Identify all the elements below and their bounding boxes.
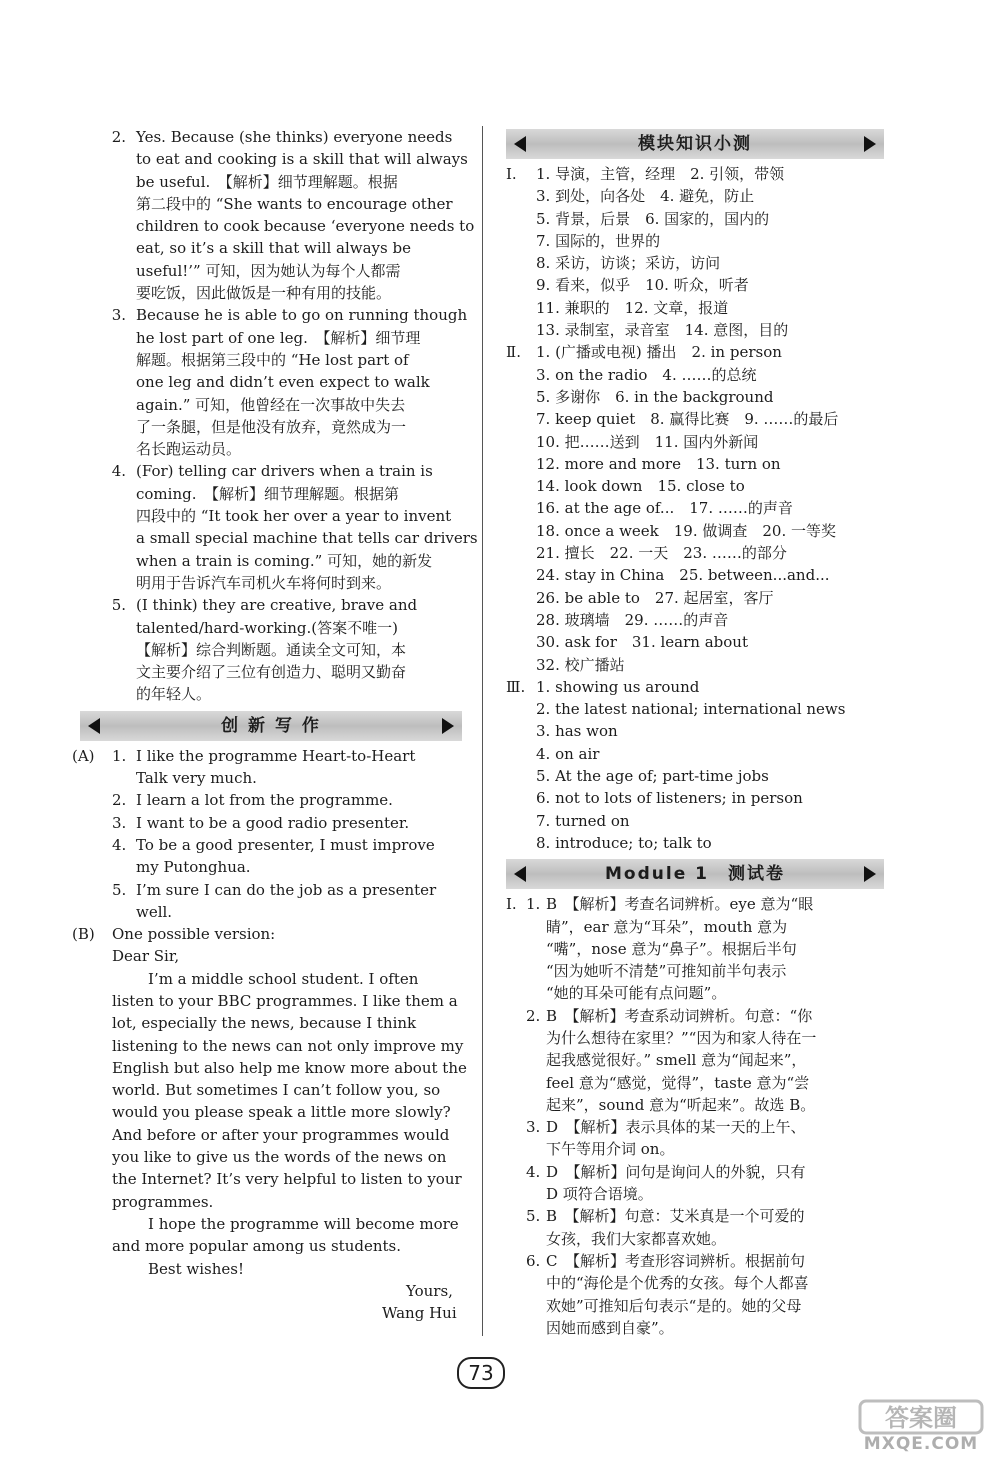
writing-a-text bbox=[136, 789, 393, 811]
writing-a-number: 4. bbox=[112, 835, 127, 854]
letter-line: lot, especially the news, because I think bbox=[112, 1014, 417, 1033]
vocab-section-line: 9. 看来，似乎 10. 听众，听者 bbox=[536, 276, 749, 295]
vocab-section-line: 8. 采访，访谈；采访，访问 bbox=[536, 254, 721, 273]
test-text bbox=[546, 1005, 816, 1116]
answer-text bbox=[136, 126, 474, 304]
writing-a-item bbox=[80, 812, 462, 834]
column-divider bbox=[482, 126, 483, 1336]
test-number: 3. bbox=[526, 1118, 541, 1137]
phrase-section-line: 21. 擅长 22. 一天 23. ……的部分 bbox=[536, 544, 787, 563]
test-item bbox=[506, 1116, 884, 1161]
answer-text bbox=[136, 304, 467, 460]
phrase-section-row bbox=[506, 364, 884, 386]
writing-a-text bbox=[136, 879, 436, 924]
sentence-section-label: Ⅲ. bbox=[506, 677, 526, 696]
answer-number: 3. bbox=[111, 306, 126, 325]
phrase-section-row bbox=[506, 431, 884, 453]
phrase-section-label bbox=[506, 631, 536, 653]
letter-line: listen to your BBC programmes. I like them a bbox=[112, 991, 458, 1010]
test-line: 中的“海伦是个优秀的女孩。每个人都喜 bbox=[546, 1274, 809, 1293]
phrase-section-line: 30. ask for 31. learn about bbox=[536, 633, 748, 652]
phrase-section-row bbox=[506, 475, 884, 497]
left-column bbox=[72, 126, 478, 1324]
answer-line: when a train is coming.” 可知，她的新发 bbox=[136, 551, 433, 570]
arrow-right-icon bbox=[864, 866, 876, 882]
writing-a-text bbox=[136, 834, 435, 879]
vocab-section-label bbox=[506, 208, 536, 230]
writing-a-line: I like the programme Heart-to-Heart bbox=[136, 746, 416, 765]
writing-a-line: I learn a lot from the programme. bbox=[136, 791, 393, 810]
sentence-section-row bbox=[506, 676, 884, 698]
writing-a-text bbox=[136, 745, 415, 790]
letter-line: Best wishes! bbox=[148, 1259, 244, 1278]
letter-line: English but also help me know more about the bbox=[112, 1058, 467, 1077]
test-line: “她的耳朵可能有点问题”。 bbox=[546, 984, 727, 1003]
section-banner-test bbox=[506, 859, 884, 889]
writing-a-number: 2. bbox=[112, 791, 127, 810]
banner-title: 模块知识小测 bbox=[638, 133, 752, 154]
vocab-section-label bbox=[506, 297, 536, 319]
phrase-section-line: 12. more and more 13. turn on bbox=[536, 454, 781, 473]
sentence-section-label bbox=[506, 832, 536, 854]
writing-a-number: 5. bbox=[112, 880, 127, 899]
writing-a-label: (A) bbox=[72, 746, 95, 765]
answer-item bbox=[80, 304, 468, 460]
sentence-section-line: 8. introduce; to; talk to bbox=[536, 833, 712, 852]
answer-text bbox=[136, 594, 417, 705]
answer-number: 4. bbox=[111, 462, 126, 481]
vocab-section-line: 13. 录制室，录音室 14. 意图，目的 bbox=[536, 321, 789, 340]
phrase-section-line: 24. stay in China 25. between...and... bbox=[536, 566, 830, 585]
page-number: 73 bbox=[457, 1357, 505, 1389]
writing-a-label bbox=[72, 812, 112, 834]
answer-number: 5. bbox=[111, 596, 126, 615]
answer-line: to eat and cooking is a skill that will always bbox=[136, 150, 468, 169]
answer-line: 文主要介绍了三位有创造力、聪明又勤奋 bbox=[136, 663, 407, 682]
vocab-section-label bbox=[506, 185, 536, 207]
phrase-section-line: 10. 把……送到 11. 国内外新闻 bbox=[536, 432, 759, 451]
sentence-section-row bbox=[506, 720, 884, 742]
letter-line: would you please speak a little more slowly? bbox=[112, 1103, 451, 1122]
test-item bbox=[506, 1250, 884, 1339]
test-label bbox=[506, 1116, 526, 1161]
phrase-section-label bbox=[506, 497, 536, 519]
test-line: 女孩，我们大家都喜欢她。 bbox=[546, 1229, 727, 1248]
writing-a-line: Talk very much. bbox=[136, 769, 257, 788]
vocab-section-label: Ⅰ. bbox=[506, 165, 517, 183]
writing-b-intro: One possible version: bbox=[112, 925, 276, 944]
phrase-section-line: 3. on the radio 4. ……的总统 bbox=[536, 365, 757, 384]
answer-line: 解题。根据第三段中的 “He lost part of bbox=[136, 350, 409, 369]
sentence-section-row bbox=[506, 765, 884, 787]
letter-line: I’m a middle school student. I often bbox=[148, 969, 419, 988]
writing-a-line: well. bbox=[136, 902, 173, 921]
answer-line: be useful. 【解析】细节理解题。根据 bbox=[136, 172, 398, 191]
watermark-url: MXQE.COM bbox=[863, 1434, 979, 1454]
sentence-section-line: 4. on air bbox=[536, 744, 600, 763]
vocab-section-line: 11. 兼职的 12. 文章，报道 bbox=[536, 298, 729, 317]
letter-closing: Yours, bbox=[406, 1281, 453, 1300]
vocab-section-row bbox=[506, 208, 884, 230]
answer-line: 名长跑运动员。 bbox=[136, 440, 242, 459]
answer-line: coming. 【解析】细节理解题。根据第 bbox=[136, 484, 399, 503]
test-label bbox=[506, 1005, 526, 1116]
answer-line: 第二段中的 “She wants to encourage other bbox=[136, 194, 453, 213]
watermark-logo-text: 答案圈 bbox=[885, 1404, 957, 1432]
phrase-section-label bbox=[506, 386, 536, 408]
sentence-section-line: 3. has won bbox=[536, 722, 618, 741]
phrase-section-row bbox=[506, 564, 884, 586]
vocab-section-line: 1. 导演，主管，经理 2. 引领，带领 bbox=[536, 165, 785, 183]
answer-line: he lost part of one leg. 【解析】细节理 bbox=[136, 328, 421, 347]
test-line: 为什么想待在家里？”“因为和家人待在一 bbox=[546, 1028, 817, 1047]
sentence-section-label bbox=[506, 810, 536, 832]
letter-line: and more popular among us students. bbox=[112, 1237, 401, 1256]
test-label bbox=[506, 1205, 526, 1250]
writing-a-label bbox=[72, 834, 112, 879]
phrase-section-line: 18. once a week 19. 做调查 20. 一等奖 bbox=[536, 521, 837, 540]
answer-line: 【解析】综合判断题。通读全文可知，本 bbox=[136, 640, 407, 659]
answer-line: 的年轻人。 bbox=[136, 685, 212, 704]
writing-a-text bbox=[136, 812, 409, 834]
sentence-section-line: 6. not to lots of listeners; in person bbox=[536, 789, 803, 808]
test-line: 睛”，ear 意为“耳朵”，mouth 意为 bbox=[546, 917, 788, 936]
phrase-section-label bbox=[506, 408, 536, 430]
phrase-section-label bbox=[506, 542, 536, 564]
phrase-section-line: 28. 玻璃墙 29. ……的声音 bbox=[536, 610, 729, 629]
answer-line: eat, so it’s a skill that will always be bbox=[136, 239, 411, 258]
arrow-right-icon bbox=[864, 136, 876, 152]
phrase-section-line: 14. look down 15. close to bbox=[536, 477, 745, 496]
vocab-section-label bbox=[506, 230, 536, 252]
phrase-section-row bbox=[506, 609, 884, 631]
answer-line: a small special machine that tells car drivers bbox=[136, 529, 478, 548]
test-line: 欢她”可推知后句表示“是的。她的父母 bbox=[546, 1296, 802, 1315]
letter-line: listening to the news can not only improve my bbox=[112, 1036, 464, 1055]
answer-text bbox=[136, 460, 478, 594]
sentence-section-row bbox=[506, 698, 884, 720]
test-line: 因她而感到自豪”。 bbox=[546, 1318, 674, 1337]
phrase-section-row bbox=[506, 587, 884, 609]
sentence-section-line: 5. At the age of; part-time jobs bbox=[536, 767, 769, 786]
vocab-section-row bbox=[506, 319, 884, 341]
test-line: “因为她听不清楚”可推知前半句表示 bbox=[546, 962, 787, 981]
phrase-section-label bbox=[506, 364, 536, 386]
answer-line: 四段中的 “It took her over a year to invent bbox=[136, 507, 452, 526]
answer-item bbox=[80, 594, 462, 705]
answer-line: Because he is able to go on running though bbox=[136, 306, 468, 325]
letter-line: you like to give us the words of the news on bbox=[112, 1148, 447, 1167]
answer-line: useful!’” 可知，因为她认为每个人都需 bbox=[136, 261, 401, 280]
phrase-section-label bbox=[506, 587, 536, 609]
test-line: D 项符合语境。 bbox=[546, 1185, 653, 1204]
answer-line: Yes. Because (she thinks) everyone needs bbox=[136, 128, 453, 146]
test-text bbox=[546, 893, 813, 1004]
phrase-section-line: 32. 校广播站 bbox=[536, 655, 625, 674]
test-line: C 【解析】考查形容词辨析。根据前句 bbox=[546, 1251, 805, 1270]
test-number: 6. bbox=[526, 1251, 541, 1270]
writing-b-label: (B) bbox=[72, 925, 95, 944]
phrase-section-row bbox=[506, 654, 884, 676]
phrase-section-line: 16. at the age of... 17. ……的声音 bbox=[536, 499, 793, 518]
test-number: 2. bbox=[526, 1006, 541, 1025]
test-line: B 【解析】考查名词辨析。eye 意为“眼 bbox=[546, 895, 814, 914]
phrase-section-row bbox=[506, 386, 884, 408]
sentence-section-line: 2. the latest national; international news bbox=[536, 700, 846, 719]
answer-item bbox=[80, 126, 475, 304]
phrase-section-line: 26. be able to 27. 起居室，客厅 bbox=[536, 588, 774, 607]
vocab-section-row bbox=[506, 297, 884, 319]
writing-a-number: 1. bbox=[112, 746, 127, 765]
writing-a-line: To be a good presenter, I must improve bbox=[136, 835, 435, 854]
test-item bbox=[506, 1005, 884, 1116]
phrase-section-label: Ⅱ. bbox=[506, 343, 521, 362]
phrase-section-line: 1. (广播或电视) 播出 2. in person bbox=[536, 343, 782, 362]
test-text bbox=[546, 1116, 806, 1161]
vocab-section-label bbox=[506, 319, 536, 341]
letter-line: And before or after your programmes would bbox=[112, 1125, 450, 1144]
letter-signature: Wang Hui bbox=[382, 1304, 457, 1323]
writing-a-label bbox=[72, 789, 112, 811]
vocab-section-line: 3. 到处，向各处 4. 避免，防止 bbox=[536, 187, 755, 206]
arrow-left-icon bbox=[88, 718, 100, 734]
test-line: D 【解析】问句是询问人的外貌，只有 bbox=[546, 1162, 806, 1181]
phrase-section-row bbox=[506, 341, 884, 363]
phrase-section-label bbox=[506, 475, 536, 497]
writing-a-number: 3. bbox=[112, 813, 127, 832]
test-line: “嘴”，nose 意为“鼻子”。根据后半句 bbox=[546, 939, 797, 958]
answer-line: (I think) they are creative, brave and bbox=[136, 596, 418, 615]
sentence-section-label bbox=[506, 765, 536, 787]
test-label: Ⅰ. bbox=[506, 895, 517, 914]
vocab-section-line: 5. 背景，后景 6. 国家的，国内的 bbox=[536, 209, 770, 228]
answer-line: one leg and didn’t even expect to walk bbox=[136, 373, 430, 392]
phrase-section-line: 5. 多谢你 6. in the background bbox=[536, 387, 774, 406]
test-line: feel 意为“感觉，觉得”，taste 意为“尝 bbox=[546, 1073, 810, 1092]
vocab-section-row bbox=[506, 230, 884, 252]
vocab-section-row bbox=[506, 274, 884, 296]
answer-line: 了一条腿，但是他没有放弃，竟然成为一 bbox=[136, 417, 407, 436]
vocab-section-label bbox=[506, 252, 536, 274]
arrow-left-icon bbox=[514, 866, 526, 882]
phrase-section-row bbox=[506, 497, 884, 519]
sentence-section-row bbox=[506, 787, 884, 809]
answer-number: 2. bbox=[111, 128, 126, 146]
sentence-section-label bbox=[506, 698, 536, 720]
test-line: 起我感觉很好。” smell 意为“闻起来”， bbox=[546, 1051, 807, 1070]
writing-a-line: I’m sure I can do the job as a presenter bbox=[136, 880, 437, 899]
phrase-section-row bbox=[506, 453, 884, 475]
phrase-section-label bbox=[506, 654, 536, 676]
phrase-section-label bbox=[506, 609, 536, 631]
section-banner-writing bbox=[80, 711, 462, 741]
writing-a-item bbox=[80, 879, 462, 924]
test-line: B 【解析】考查系动词辨析。句意：“你 bbox=[546, 1006, 813, 1025]
vocab-section-row bbox=[506, 163, 884, 185]
sentence-section-label bbox=[506, 787, 536, 809]
test-label bbox=[506, 1161, 526, 1206]
letter-line: the Internet? It’s very helpful to listen to your bbox=[112, 1170, 462, 1189]
letter-line: I hope the programme will become more bbox=[148, 1214, 459, 1233]
phrase-section-row bbox=[506, 520, 884, 542]
phrase-section-label bbox=[506, 453, 536, 475]
right-column bbox=[506, 126, 884, 1339]
test-number: 5. bbox=[526, 1207, 541, 1226]
test-item bbox=[506, 893, 884, 1004]
answer-line: 要吃饭，因此做饭是一种有用的技能。 bbox=[136, 284, 392, 303]
watermark-logo-icon bbox=[858, 1398, 984, 1436]
section-banner-quiz bbox=[506, 129, 884, 159]
sentence-section-row bbox=[506, 743, 884, 765]
phrase-section-label bbox=[506, 520, 536, 542]
test-item bbox=[506, 1205, 884, 1250]
writing-a-item bbox=[72, 745, 462, 790]
sentence-section-row bbox=[506, 810, 884, 832]
arrow-right-icon bbox=[442, 718, 454, 734]
writing-a-item bbox=[80, 789, 462, 811]
phrase-section-row bbox=[506, 408, 884, 430]
phrase-section-row bbox=[506, 542, 884, 564]
writing-b-intro-row bbox=[72, 923, 462, 945]
writing-a-line: I want to be a good radio presenter. bbox=[136, 813, 410, 832]
test-text bbox=[546, 1250, 809, 1339]
phrase-section-label bbox=[506, 564, 536, 586]
test-number: 1. bbox=[526, 895, 541, 914]
answer-line: talented/hard-working.(答案不唯一) bbox=[136, 618, 398, 637]
sentence-section-label bbox=[506, 720, 536, 742]
sentence-section-row bbox=[506, 832, 884, 854]
test-line: 起来”，sound 意为“听起来”。故选 B。 bbox=[546, 1095, 816, 1114]
vocab-section-row bbox=[506, 252, 884, 274]
answer-line: children to cook because ‘everyone needs to bbox=[136, 217, 475, 236]
vocab-section-row bbox=[506, 185, 884, 207]
answer-line: (For) telling car drivers when a train is bbox=[136, 462, 433, 481]
sentence-section-line: 7. turned on bbox=[536, 811, 630, 830]
watermark bbox=[858, 1398, 984, 1456]
test-number: 4. bbox=[526, 1162, 541, 1181]
letter-greeting: Dear Sir, bbox=[112, 947, 180, 966]
test-line: 下午等用介词 on。 bbox=[546, 1140, 675, 1159]
test-line: B 【解析】句意：艾米真是一个可爱的 bbox=[546, 1207, 805, 1226]
banner-title: Module 1 测试卷 bbox=[605, 864, 785, 885]
phrase-section-label bbox=[506, 431, 536, 453]
answer-line: again.” 可知，他曾经在一次事故中失去 bbox=[136, 395, 406, 414]
writing-a-label bbox=[72, 879, 112, 924]
sentence-section-line: 1. showing us around bbox=[536, 677, 700, 696]
writing-a-line: my Putonghua. bbox=[136, 858, 251, 877]
arrow-left-icon bbox=[514, 136, 526, 152]
test-label bbox=[506, 1250, 526, 1339]
letter-line: programmes. bbox=[112, 1192, 214, 1211]
test-line: D 【解析】表示具体的某一天的上午、 bbox=[546, 1118, 806, 1137]
answer-line: 明用于告诉汽车司机火车将何时到来。 bbox=[136, 573, 392, 592]
test-text bbox=[546, 1161, 806, 1206]
test-text bbox=[546, 1205, 805, 1250]
vocab-section-line: 7. 国际的，世界的 bbox=[536, 231, 661, 250]
test-item bbox=[506, 1161, 884, 1206]
banner-title: 创 新 写 作 bbox=[221, 715, 321, 736]
answer-item bbox=[80, 460, 478, 594]
letter-line: world. But sometimes I can’t follow you, so bbox=[112, 1081, 441, 1100]
phrase-section-line: 7. keep quiet 8. 赢得比赛 9. ……的最后 bbox=[536, 410, 839, 429]
writing-a-item bbox=[80, 834, 462, 879]
sentence-section-label bbox=[506, 743, 536, 765]
phrase-section-row bbox=[506, 631, 884, 653]
vocab-section-label bbox=[506, 274, 536, 296]
